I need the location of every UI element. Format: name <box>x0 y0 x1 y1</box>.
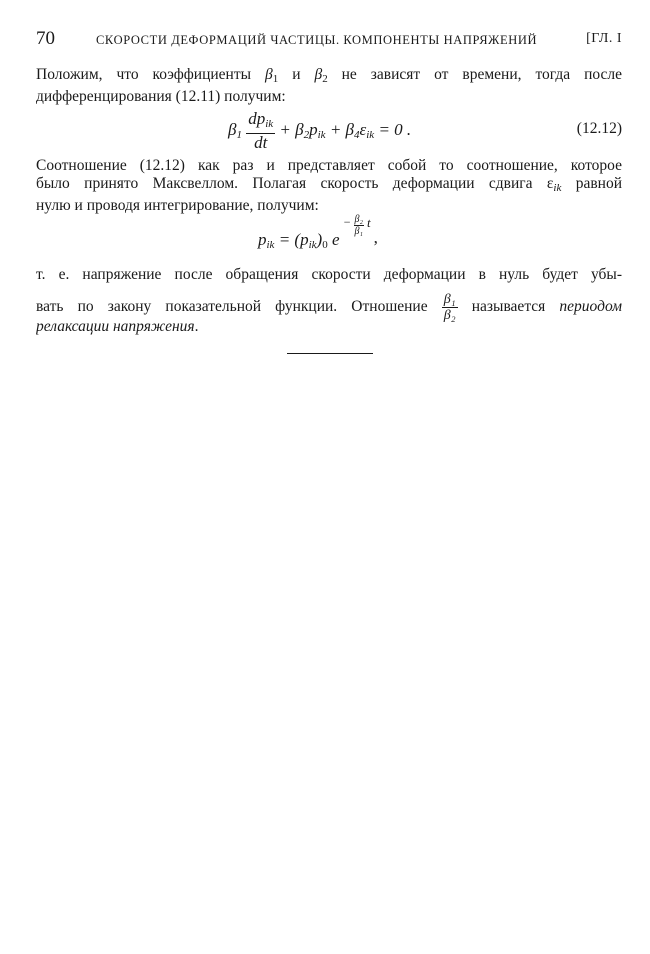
exponent-fraction: $\frac{\text{β₂}}{\text{β₁}}$ <box>354 214 364 237</box>
paragraph-3-line-1: т. е. напряжение после обращения скорости деформации в нуль будет убы- <box>36 266 622 283</box>
paragraph-2 <box>36 157 622 215</box>
paragraph-2-line-2: было принято Максвеллом. Полагая скорость деформации сдвига $\varepsilon_{ik}$ равной <box>36 175 622 194</box>
paragraph-3-line-2: вать по закону показательной функции. Отношение $\frac{\text{β₁}}{\text{β₂}}$ называется периодом <box>36 292 622 323</box>
derivative-fraction: $\frac{dp_{ik}}{dt}$ <box>248 109 274 152</box>
equation-12-12: $\beta_1$ $\frac{dp_{ik}}{dt}$ + $\beta_2p_{ik} + \beta_4\varepsilon_{ik} = 0$ . <box>228 109 412 152</box>
paragraph-3 <box>36 266 622 336</box>
paragraph-1-line-1: Положим, что коэффициенты $\beta_1$ и $\beta_2$ не зависят от времени, тогда после <box>36 66 622 85</box>
paragraph-2-line-1: Соотношение (12.12) как раз и представляет собой то соотношение, которое <box>36 157 622 174</box>
running-title: СКОРОСТИ ДЕФОРМАЦИЙ ЧАСТИЦЫ. КОМПОНЕНТЫ НАПРЯЖЕНИЙ <box>96 33 538 47</box>
relaxation-ratio: $\frac{\text{β₁}}{\text{β₂}}$ <box>443 292 456 323</box>
paragraph-1-line-2: дифференцирования (12.11) получим: <box>36 88 286 105</box>
page-number: 70 <box>36 28 55 49</box>
exponent: − $\frac{\text{β₂}}{\text{β₁}}$ t <box>343 214 371 237</box>
page-header <box>36 28 622 52</box>
paragraph-2-line-3: нулю и проводя интегрирование, получим: <box>36 197 319 214</box>
equation-number: (12.12) <box>576 120 622 137</box>
paragraph-3-line-3: релаксации напряжения. <box>36 318 199 335</box>
paragraph-1 <box>36 66 622 106</box>
section-end-rule <box>287 353 373 354</box>
equation-solution: $p_{ik} = (p_{ik})_0$ e − $\frac{\text{β₂}}{\text{β₁}}$ t , <box>258 214 378 251</box>
chapter-label: [ГЛ. I <box>586 31 622 46</box>
